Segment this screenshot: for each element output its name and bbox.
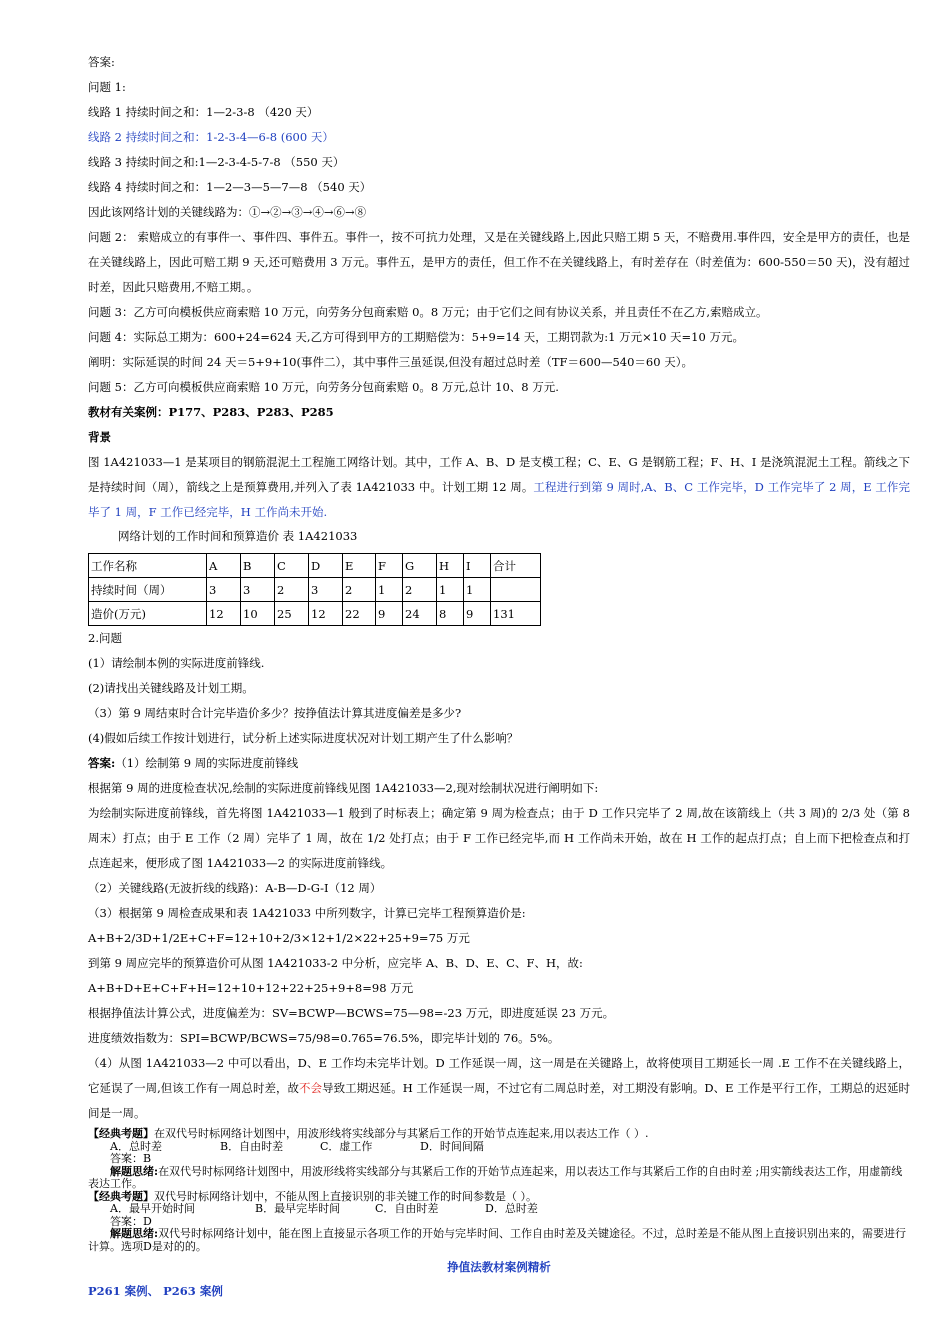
exam-1-option: B．自由时差 [220,1139,284,1153]
table-cell: 1 [437,578,464,602]
table-cell: G [403,554,437,578]
table-row [89,602,541,626]
exam-2-text: 双代号时标网络计划中，不能从图上直接识别的非关键工作的时间参数是（ ）。 [154,1189,537,1203]
answer-heading: 答案: [88,55,115,69]
route-4-line: 线路 4 持续时间之和：1—2—3—5—7—8 （540 天） [88,180,372,194]
table-cell: C [275,554,309,578]
question-1-label: 问题 1: [88,80,126,94]
table-cell: 3 [207,578,241,602]
answer-4-red-text: 不会 [299,1081,323,1095]
exam-2-option: D．总时差 [485,1202,538,1215]
table-cell: B [241,554,275,578]
exam-1-analysis-label: 解题思绪: [110,1164,159,1178]
table-cell: A [207,554,241,578]
table-cell: 24 [403,602,437,626]
table-cell: 2 [275,578,309,602]
route-2-line: 线路 2 持续时间之和：1-2-3-4—6-8 (600 天） [88,130,334,144]
exam-1-option: C．虚工作 [320,1139,373,1153]
exam-2-analysis-label: 解题思绪: [110,1227,159,1240]
question-2-answer: 问题 2： 索赔成立的有事件一、事件四、事件五。事件一，按不可抗力处理，又是在关键线路上,因此只赔工期 5 天，不赔费用.事件四，安全是甲方的责任，也是在关键线路上，因此可赔工期 9 天,还可赔费用 3 万元。事件五，是甲方的责任，但工作不在关键线路上，有时差存在（时差值为：600-550＝50 天)，没有超过时差，因此只赔费用,不赔工期。。 [88,230,910,294]
table-cell: H [437,554,464,578]
table-cell: 10 [241,602,275,626]
explanation-line: 阐明：实际延误的时间 24 天＝5+9+10(事件二），其中事件三虽延误,但没有超过总时差（TF＝600—540＝60 天）。 [88,355,693,369]
background-text: 图 1A421033—1 是某项目的钢筋混泥土工程施工网络计划。其中，工作 A、B、D 是支模工程；C、E、G 是钢筋工程；F、H、I 是浇筑混泥土工程。箭线之下是持续时间（周），箭线之上是预算费用,并列入了表 1A421033 中。计划工期 12 周。 [88,455,910,494]
table-cell: 9 [376,602,403,626]
table-cell: E [343,554,376,578]
problem-item: (2)请找出关键线路及计划工期。 [88,681,254,695]
question-4-answer: 问题 4：实际总工期为：600+24=624 天,乙方可得到甲方的工期赔偿为：5+9=14 天，工期罚款为:1 万元×10 天=10 万元。 [88,330,744,344]
exam-2-options [88,1203,910,1216]
table-cell: 25 [275,602,309,626]
table-cell: F [376,554,403,578]
exam-1-label: 【经典考题】 [88,1127,154,1140]
table-cell: 9 [464,602,491,626]
background-progress-text: 工程进行到第 9 周时,A、B、C 工作完毕，D 工作完毕了 2 周，E 工作完毕了 1 周，F 工作已经完毕，H 工作尚未开始. [88,480,910,519]
exam-2-answer: 答案：D [110,1214,152,1228]
answer-2-line: （2）关键线路(无波折线的线路)：A-B—D-G-I（12 周） [88,881,382,895]
question-5-answer: 问题 5：乙方可向模板供应商索赔 10 万元，向劳务分包商索赔 0。8 万元,总计 10、8 万元. [88,380,559,394]
section-title: 挣值法教材案例精析 [447,1260,551,1274]
exam-1-option: D．时间间隔 [420,1139,484,1153]
answer-4-text-b: 导致工期迟延。H 工作延误一周，不过它有二周总时差，对工期没有影响。D、E 工作是平行工作，工期总的迟延时间是一周。 [88,1081,911,1120]
exam-2-option: C．自由时差 [375,1202,439,1215]
schedule-cost-table [88,553,541,626]
exam-1-options [88,1141,910,1154]
table-caption: 网络计划的工作时间和预算造价 表 1A421033 [118,529,358,543]
textbook-cases-heading: 教材有关案例：P177、P283、P283、P285 [88,405,334,419]
exam-2-option: A．最早开始时间 [110,1202,195,1215]
table-cell: 2 [403,578,437,602]
route-3-line: 线路 3 持续时间之和:1—2-3-4-5-7-8 （550 天） [88,155,345,169]
answer-3-formula-2: A+B+D+E+C+F+H=12+10+12+22+25+9+8=98 万元 [88,981,414,995]
table-cell: 持续时间（周） [89,578,207,602]
table-cell: 3 [241,578,275,602]
table-cell: 131 [491,602,541,626]
exam-question-1 [88,1128,910,1191]
table-cell: D [309,554,343,578]
table-cell: 合计 [491,554,541,578]
table-cell: 1 [376,578,403,602]
answer-1-title: （1）绘制第 9 周的实际进度前锋线 [115,756,299,770]
answer-1-line: 根据第 9 周的进度检查状况,绘制的实际进度前锋线见图 1A421033—2,现对绘制状况进行阐明如下: [88,781,599,795]
answer-4-paragraph [88,1051,910,1126]
exam-1-stem [88,1128,910,1141]
route-1-line: 线路 1 持续时间之和：1—2-3-8 （420 天） [88,105,319,119]
answer-1-paragraph: 为绘制实际进度前锋线，首先将图 1A421033—1 般到了时标表上；确定第 9 周为检查点；由于 D 工作只完毕了 2 周,故在该箭线上（共 3 周)的 2/3 处（第 8 周末）打点；由于 E 工作（2 周）完毕了 1 周，故在 1/2 处打点；由于 F 工作已经完毕,而 H 工作尚未开始，故在 H 工作的起点打点；自上而下把检查点和打点连起来，便形成了图 1A421033—2 的实际进度前锋线。 [88,806,910,870]
exam-1-analysis-text: 在双代号时标网络计划图中，用波形线将实线部分与其紧后工作的开始节点连起来，用以表达工作与其紧后工作的自由时差 ;用实箭线表达工作，用虚箭线表达工作。 [88,1164,903,1190]
exam-1-answer: 答案：B [110,1152,152,1165]
table-cell: 12 [207,602,241,626]
question-3-answer: 问题 3：乙方可向模板供应商索赔 10 万元，向劳务分包商索赔 0。8 万元；由于它们之间有协议关系，并且责任不在乙方,索赔成立。 [88,305,768,319]
table-row [89,578,541,602]
problem-item: (4)假如后续工作按计划进行，试分析上述实际进度状况对计划工期产生了什么影响？ [88,731,519,745]
table-cell: 3 [309,578,343,602]
answer-3-sv: 根据挣值法计算公式，进度偏差为：SV=BCWP—BCWS=75—98=-23 万元，即进度延误 23 万元。 [88,1006,615,1020]
exam-2-label: 【经典考题】 [88,1189,154,1203]
answer-3-line-2: 到第 9 周应完毕的预算造价可从图 1A421033-2 中分析，应完毕 A、B、D、E、C、F、H，故: [88,956,583,970]
answer-3-intro: （3）根据第 9 周检查成果和表 1A421033 中所列数字，计算已完毕工程预算造价是: [88,906,526,920]
table-cell: 22 [343,602,376,626]
table-cell: 12 [309,602,343,626]
footer-cases: P261 案例、 P263 案例 [88,1284,223,1298]
exam-1-text: 在双代号时标网络计划图中，用波形线将实线部分与其紧后工作的开始节点连起来,用以表达工作（ ）. [154,1127,649,1140]
table-cell [491,578,541,602]
table-cell: 1 [464,578,491,602]
answer-3-spi: 进度绩效指数为：SPI=BCWP/BCWS=75/98=0.765=76.5%，即完毕计划的 76。5%。 [88,1031,560,1045]
answer-3-formula-1: A+B+2/3D+1/2E+C+F=12+10+2/3×12+1/2×22+25+9=75 万元 [88,931,470,945]
exam-question-2 [88,1191,910,1254]
background-heading: 背景 [88,430,111,444]
table-cell: 造价(万元) [89,602,207,626]
answer-1-title-line [88,751,910,776]
background-paragraph [88,450,910,525]
exam-1-analysis [88,1166,910,1191]
exam-2-analysis-text: 双代号时标网络计划中，能在图上直接显示各项工作的开始与完毕时间、工作自由时差及关键途径。不过，总时差是不能从图上直接识别出来的，需要进行计算。选项D是对的的。 [88,1227,907,1253]
exam-2-analysis [88,1228,910,1253]
table-cell: 工作名称 [89,554,207,578]
problem-item: （3）第 9 周结束时合计完毕造价多少？按挣值法计算其进度偏差是多少? [88,706,462,720]
answer-4-text-a: （4）从图 1A421033—2 中可以看出，D、E 工作均未完毕计划。D 工作延误一周，这一周是在关键路上，故将使项目工期延长一周 .E 工作不在关键线路上，它延误了一周,但该工作有一周总时差，故 [88,1056,910,1095]
critical-path-line: 因此该网络计划的关键线路为：①→②→③→④→⑥→⑧ [88,205,367,219]
table-cell: 2 [343,578,376,602]
table-cell: I [464,554,491,578]
exam-1-option: A．总时差 [110,1139,162,1153]
answer-label: 答案: [88,756,116,770]
table-row [89,554,541,578]
problem-item: (1）请绘制本例的实际进度前锋线. [88,656,265,670]
exam-2-option: B．最早完毕时间 [255,1202,341,1215]
table-cell: 8 [437,602,464,626]
document-body [88,50,910,1303]
problems-heading: 2.问题 [88,631,122,645]
